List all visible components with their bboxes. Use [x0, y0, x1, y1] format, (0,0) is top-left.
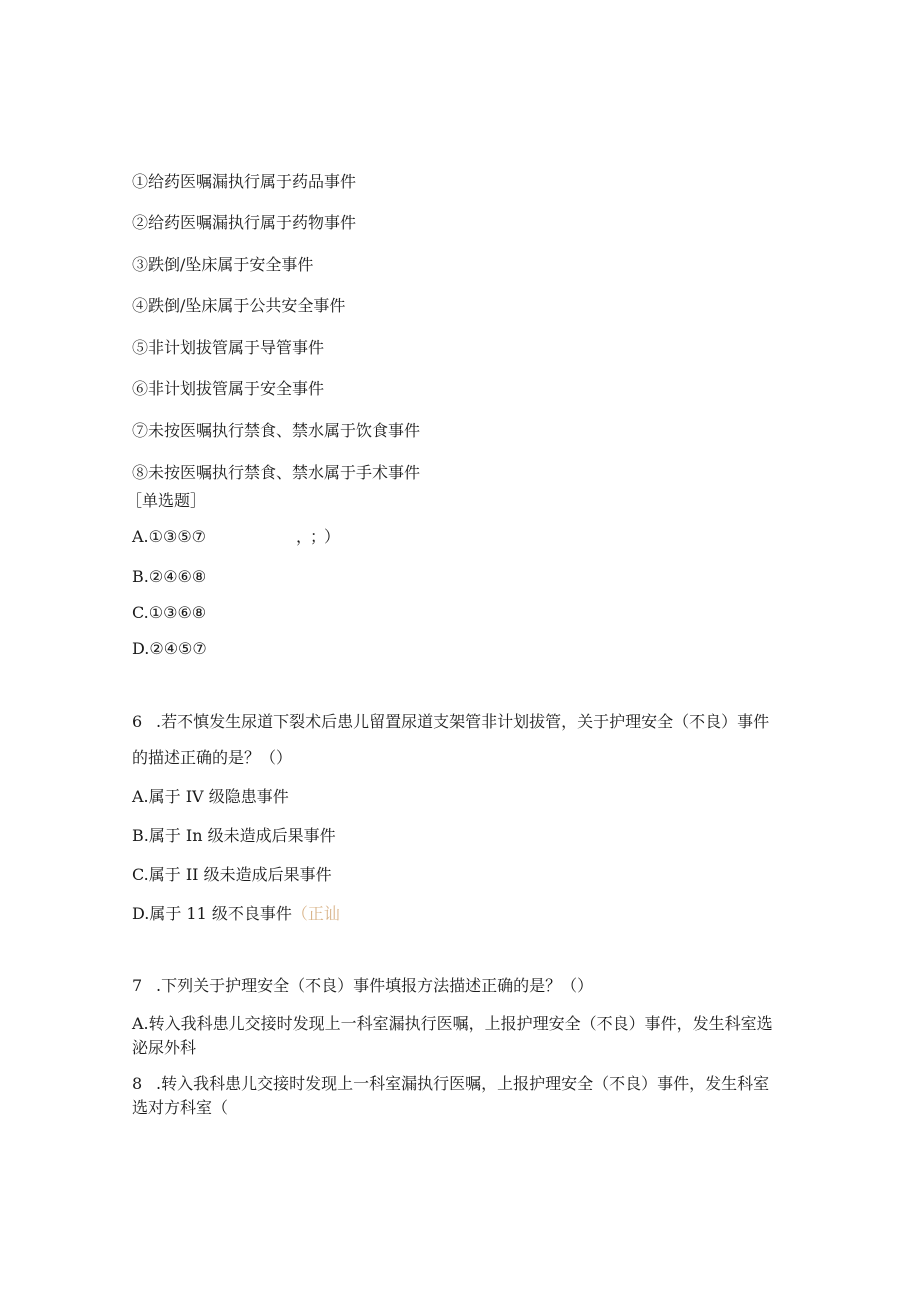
- q5-option-a: A.①③⑤⑦: [132, 527, 207, 546]
- q6-option-a: A.属于 IV 级隐患事件: [132, 787, 289, 806]
- statement-6: ⑥非计划拔管属于安全事件: [132, 379, 325, 398]
- q5-option-d: D.②④⑤⑦: [132, 639, 207, 658]
- q7-stem: [132, 974, 782, 998]
- statement-5: ⑤非计划拔管属于导管事件: [132, 338, 325, 357]
- q6-option-c: C.属于 II 级未造成后果事件: [132, 865, 332, 884]
- q6-stem: [132, 704, 782, 776]
- question-type-label: ［单选题］: [126, 491, 207, 510]
- q7-option-a: A.转入我科患儿交接时发现上一科室漏执行医嘱，上报护理安全（不良）事件，发生科室选泌尿外科: [132, 1014, 773, 1057]
- statement-7: ⑦未按医嘱执行禁食、禁水属于饮食事件: [132, 421, 421, 440]
- q5-option-c: C.①③⑥⑧: [132, 603, 207, 622]
- statement-8: ⑧未按医嘱执行禁食、禁水属于手术事件: [132, 463, 421, 482]
- q7-number: 7: [132, 976, 143, 995]
- q6-option-d: [132, 903, 340, 925]
- stray-punctuation: ，；）: [296, 527, 347, 546]
- q6-number: 6: [132, 712, 143, 731]
- q5-option-b: B.②④⑥⑧: [132, 567, 207, 586]
- statement-3: ③跌倒/坠床属于安全事件: [132, 255, 314, 274]
- q7-text: .下列关于护理安全（不良）事件填报方法描述正确的是？（）: [156, 976, 594, 995]
- statement-2: ②给药医嘱漏执行属于药物事件: [132, 213, 357, 232]
- q6-option-d-text: D.属于 11 级不良事件: [132, 904, 292, 923]
- q8-stem: [132, 1072, 782, 1120]
- statement-4: ④跌倒/坠床属于公共安全事件: [132, 296, 346, 315]
- q6-text: .若不慎发生尿道下裂术后患儿留置尿道支架管非计划拔管，关于护理安全（不良）事件的描述正确的是？（）: [132, 712, 770, 767]
- q8-text: .转入我科患儿交接时发现上一科室漏执行医嘱，上报护理安全（不良）事件，发生科室选对方科室（: [132, 1074, 770, 1117]
- statement-1: ①给药医嘱漏执行属于药品事件: [132, 172, 357, 191]
- q8-number: 8: [132, 1074, 143, 1093]
- q6-option-b: B.属于 In 级未造成后果事件: [132, 826, 336, 845]
- q6-answer-mark: （正讪: [291, 904, 340, 923]
